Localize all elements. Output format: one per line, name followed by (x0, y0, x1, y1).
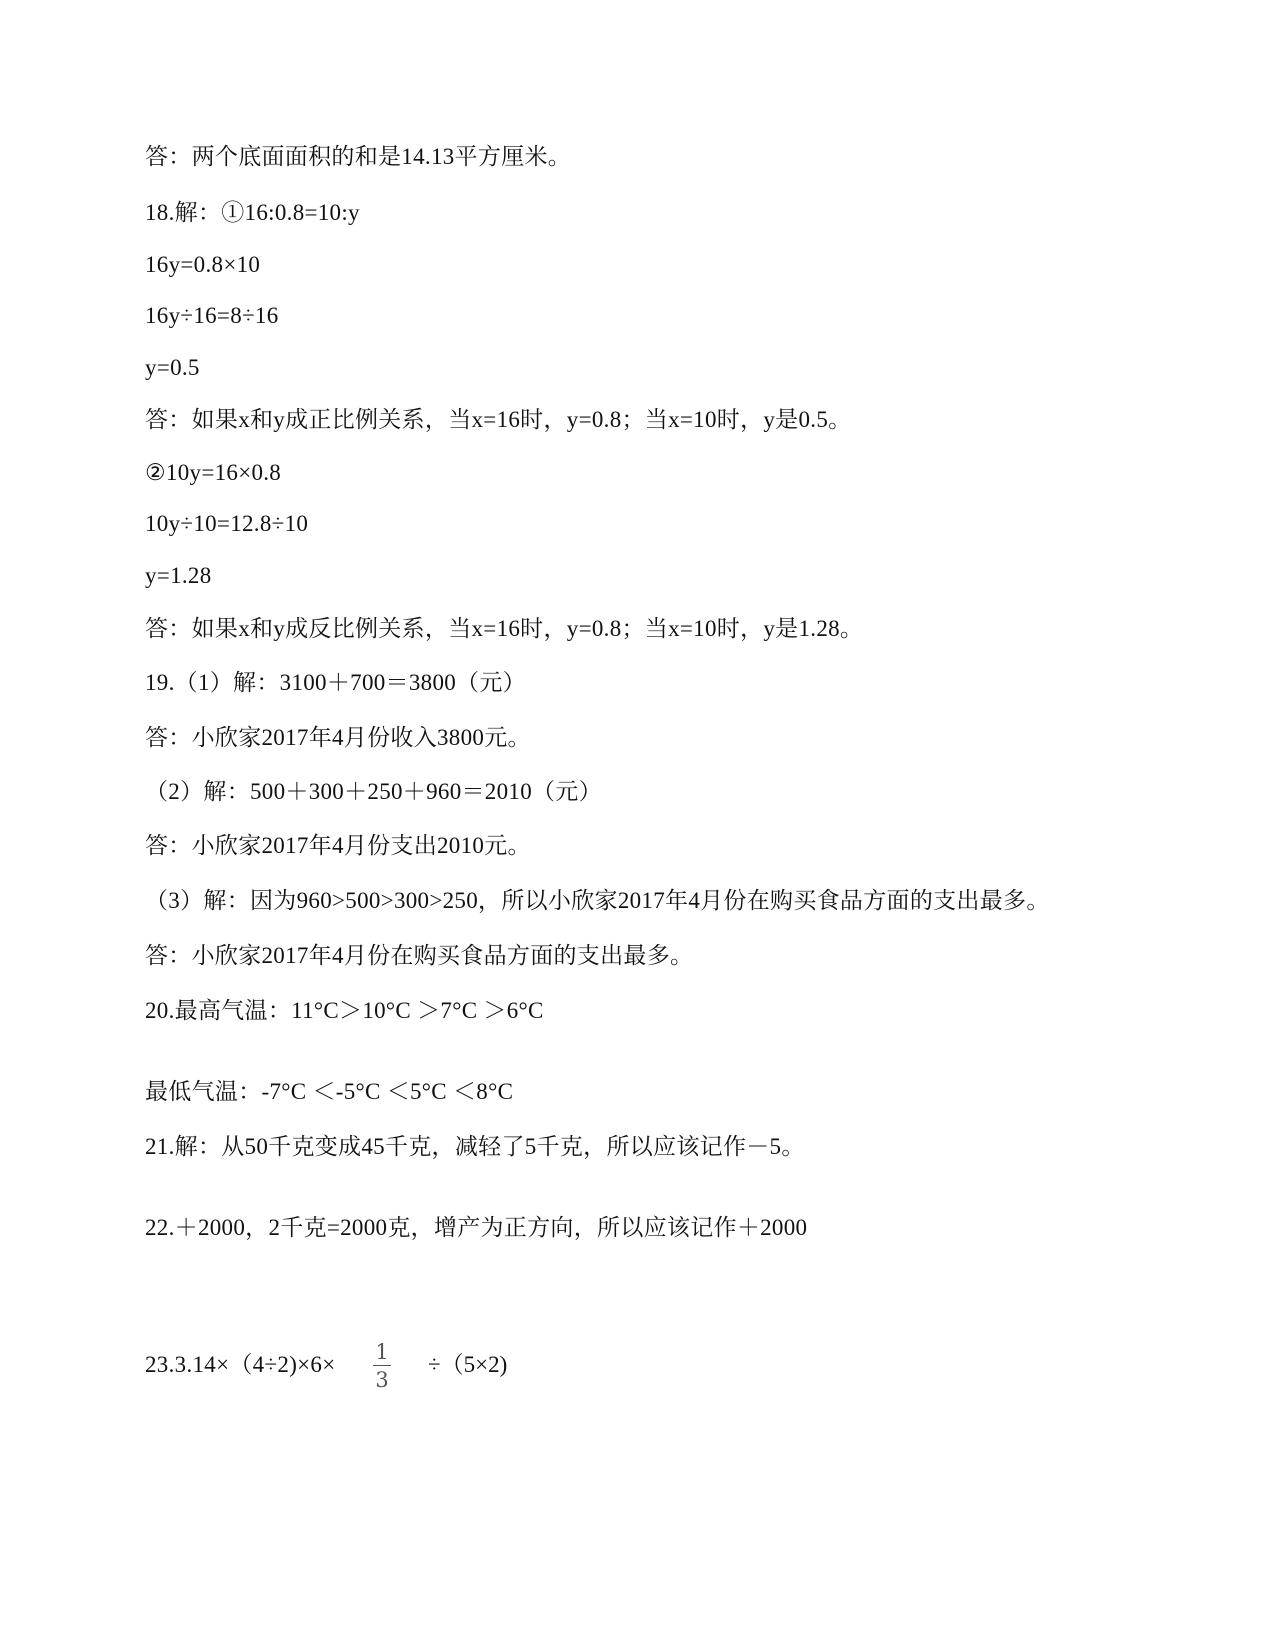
q21-answer: 21.解：从50千克变成45千克，减轻了5千克，所以应该记作－5。 (145, 1134, 805, 1159)
q19-part3: （3）解：因为960>500>300>250，所以小欣家2017年4月份在购买食品方面的支出最多。 (145, 888, 1050, 913)
answer-line: 答：小欣家2017年4月份支出2010元。 (145, 833, 531, 858)
equation-line: 16y÷16=8÷16 (145, 303, 279, 328)
equation-line: ②10y=16×0.8 (145, 460, 282, 485)
fraction-one-third (370, 1340, 394, 1392)
answer-line: 答：小欣家2017年4月份在购买食品方面的支出最多。 (145, 943, 694, 968)
q18-header: 18.解：①16:0.8=10:y (145, 200, 360, 225)
q22-answer: 22.＋2000，2千克=2000克，增产为正方向，所以应该记作＋2000 (145, 1215, 808, 1240)
equation-line: y=0.5 (145, 355, 200, 380)
q23-expression: 23.3.14×（4÷2)×6× (145, 1352, 336, 1377)
equation-line: 10y÷10=12.8÷10 (145, 511, 309, 536)
answer-line: 答：小欣家2017年4月份收入3800元。 (145, 725, 531, 750)
q23-expression-suffix: ÷（5×2) (428, 1352, 508, 1377)
q20-min-temp: 最低气温：-7°C ＜-5°C ＜5°C ＜8°C (145, 1079, 514, 1104)
equation-line: y=1.28 (145, 563, 212, 588)
fraction-denominator: 3 (375, 1368, 389, 1392)
q20-max-temp: 20.最高气温：11°C＞10°C ＞7°C ＞6°C (145, 998, 544, 1023)
equation-line: 16y=0.8×10 (145, 252, 261, 277)
q19-part2: （2）解：500＋300＋250＋960＝2010（元） (145, 779, 602, 804)
q19-part1: 19.（1）解：3100＋700＝3800（元） (145, 670, 526, 695)
fraction-bar (373, 1365, 391, 1366)
answer-line: 答：如果x和y成反比例关系，当x=16时，y=0.8；当x=10时，y是1.28。 (145, 616, 864, 641)
answer-line: 答：两个底面面积的和是14.13平方厘米。 (145, 144, 572, 169)
answer-line: 答：如果x和y成正比例关系，当x=16时，y=0.8；当x=10时，y是0.5。 (145, 407, 852, 432)
fraction-numerator: 1 (375, 1340, 389, 1364)
